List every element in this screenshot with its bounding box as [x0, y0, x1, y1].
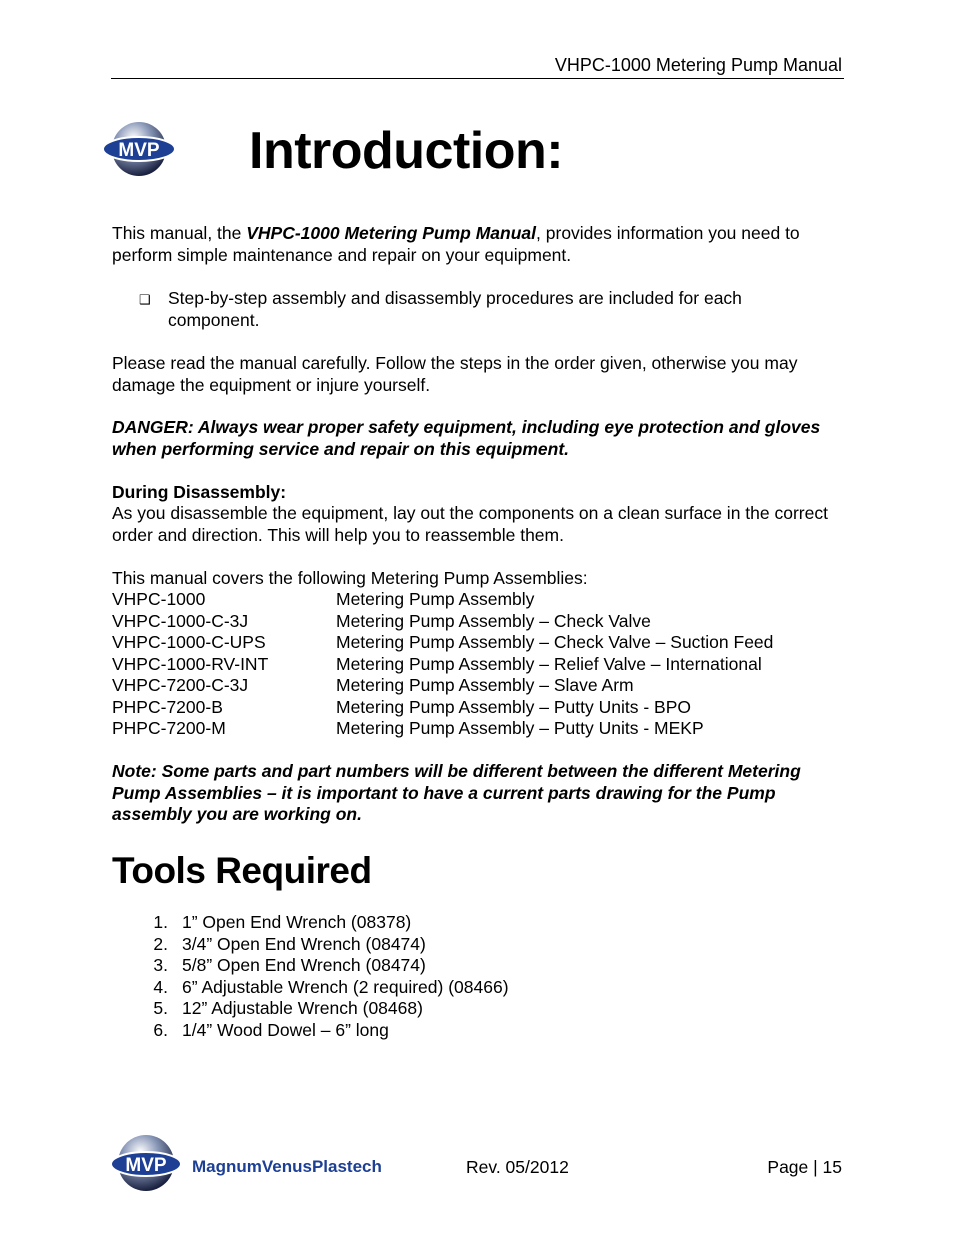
covers-paragraph: This manual covers the following Metering Pump Assemblies:: [112, 568, 588, 588]
read-carefully-paragraph: Please read the manual carefully. Follow the steps in the order given, otherwise you may damage the equipment or injure yourself.: [112, 353, 798, 395]
tools-heading: Tools Required: [112, 850, 372, 891]
table-row: [112, 589, 773, 611]
list-item: 5. 12” Adjustable Wrench (08468): [153, 998, 423, 1018]
assemblies-table: [112, 589, 773, 740]
parts-note: Note: Some parts and part numbers will be different between the different Metering Pump Assemblies – it is important to have a current parts drawing for the Pump assembly you are working on.: [112, 761, 801, 824]
disassembly-paragraph: As you disassemble the equipment, lay out the components on a clean surface in the correct order and direction. This will help you to reassemble them.: [112, 503, 828, 545]
assembly-code: VHPC-1000: [112, 589, 206, 609]
list-item: 1. 1” Open End Wrench (08378): [153, 912, 412, 932]
assembly-code: VHPC-1000-C-UPS: [112, 632, 266, 652]
table-row: [112, 718, 773, 740]
assembly-code: PHPC-7200-B: [112, 696, 223, 717]
tools-list: [112, 912, 509, 1041]
mvp-logo-icon: [103, 120, 179, 183]
svg-text:MVP: MVP: [125, 1155, 167, 1176]
header-title: VHPC-1000 Metering Pump Manual: [554, 55, 842, 75]
svg-text:MVP: MVP: [118, 140, 160, 161]
table-row: [112, 697, 773, 719]
assembly-desc: Metering Pump Assembly – Putty Units - BPO: [336, 696, 691, 717]
list-item: 4. 6” Adjustable Wrench (2 required) (08466): [153, 976, 509, 997]
list-item: 6. 1/4” Wood Dowel – 6” long: [153, 1019, 389, 1040]
svg-text:MagnumVenusPlastech: MagnumVenusPlastech: [192, 1157, 382, 1176]
assembly-desc: Metering Pump Assembly – Check Valve: [336, 610, 651, 631]
disassembly-heading: During Disassembly:: [112, 482, 287, 502]
page-title: Introduction:: [249, 122, 564, 180]
assembly-code: PHPC-7200-M: [112, 718, 226, 738]
list-item: 2. 3/4” Open End Wrench (08474): [153, 933, 426, 954]
company-logo: [110, 1133, 395, 1198]
table-row: [112, 632, 773, 654]
assembly-code: VHPC-1000-RV-INT: [112, 653, 269, 674]
assembly-code: VHPC-1000-C-3J: [112, 610, 249, 631]
page-number: Page | 15: [767, 1157, 842, 1177]
table-row: [112, 654, 773, 676]
assembly-desc: Metering Pump Assembly – Relief Valve – International: [336, 653, 762, 674]
assembly-code: VHPC-7200-C-3J: [112, 675, 249, 695]
list-item: 3. 5/8” Open End Wrench (08474): [153, 955, 426, 975]
revision-date: Rev. 05/2012: [466, 1157, 569, 1177]
table-row: [112, 675, 773, 697]
assembly-desc: Metering Pump Assembly – Putty Units - MEKP: [336, 718, 704, 738]
checkbox-bullet-icon: ❑: [139, 292, 151, 307]
bullet-text: Step-by-step assembly and disassembly procedures are included for each component.: [168, 288, 742, 330]
danger-warning: DANGER: Always wear proper safety equipment, including eye protection and gloves when performing service and repair on this equipment.: [112, 417, 821, 459]
table-row: [112, 611, 773, 633]
assembly-desc: Metering Pump Assembly: [336, 589, 535, 609]
assembly-desc: Metering Pump Assembly – Slave Arm: [336, 675, 634, 695]
assembly-desc: Metering Pump Assembly – Check Valve – Suction Feed: [336, 632, 774, 652]
header-rule: [111, 78, 844, 79]
intro-paragraph: This manual, the VHPC-1000 Metering Pump Manual, provides information you need to perform simple maintenance and repair on your equipment.: [112, 223, 800, 265]
